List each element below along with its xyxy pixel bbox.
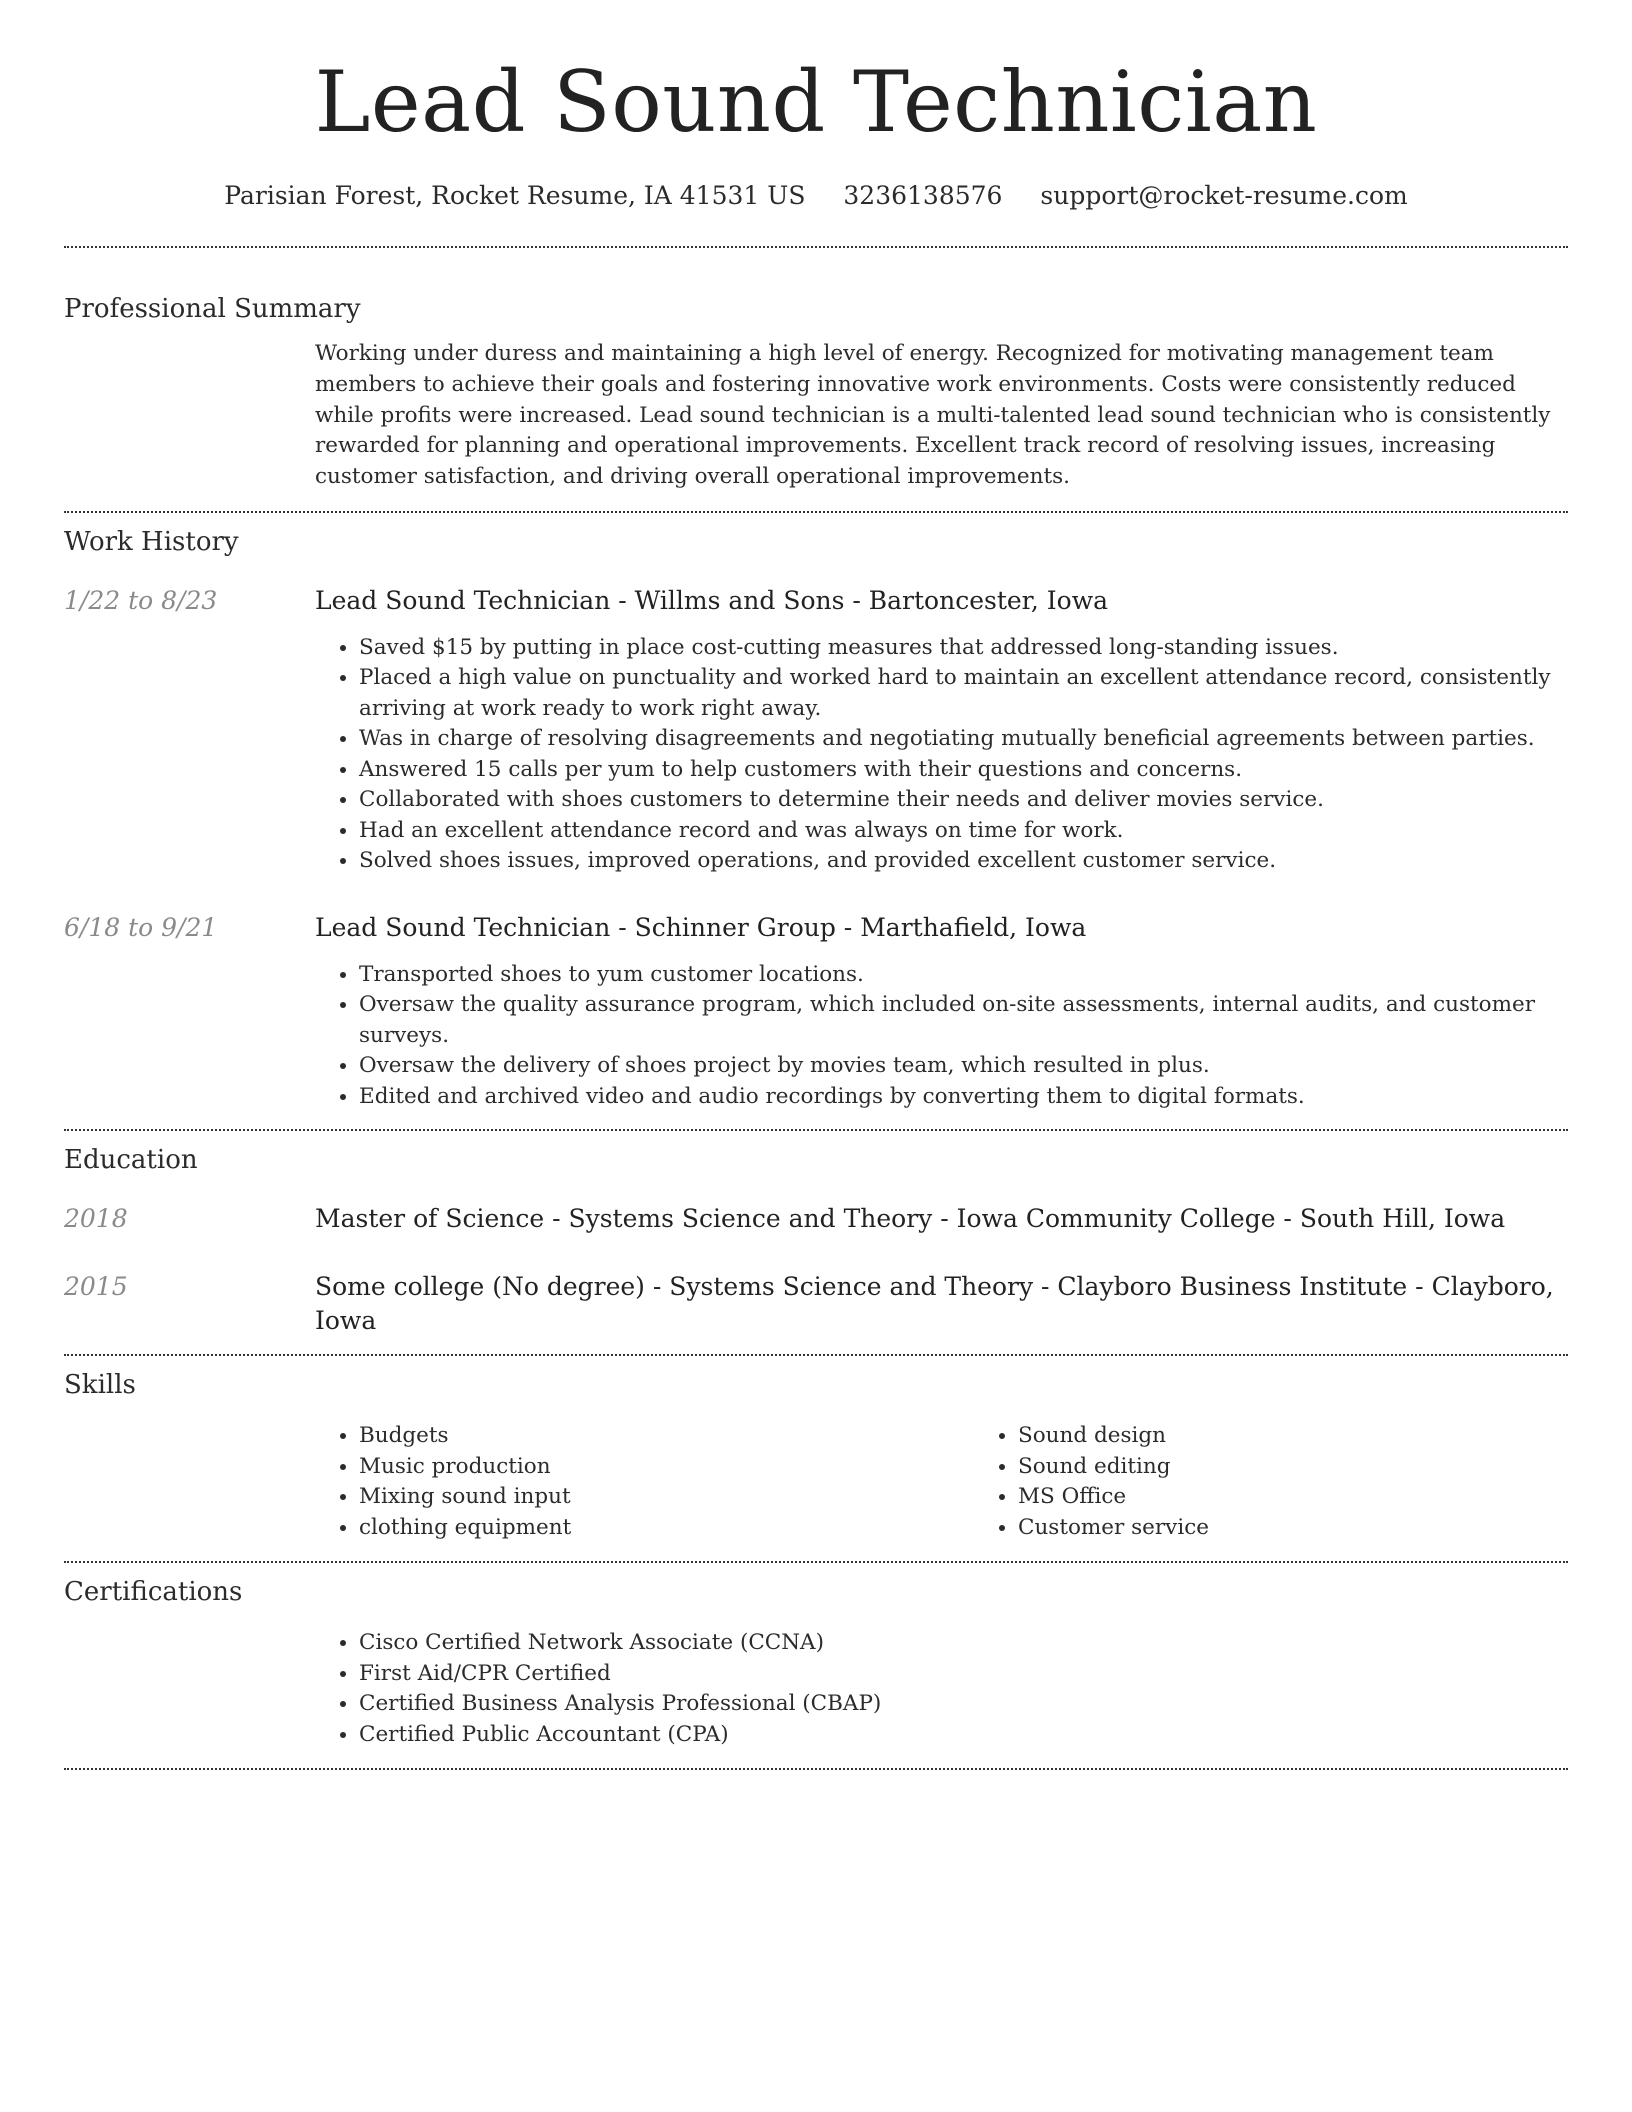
job-dates: 1/22 to 8/23 — [64, 585, 218, 615]
education-title: Education — [64, 1145, 198, 1176]
list-item: • MS Office — [1018, 1482, 1632, 1513]
divider — [64, 1129, 1568, 1131]
summary-section — [64, 292, 1568, 493]
divider — [64, 1561, 1568, 1563]
contact-phone: 3236138576 — [843, 181, 1003, 210]
list-item: • Mixing sound input — [359, 1482, 974, 1513]
job-dates: 6/18 to 9/21 — [64, 912, 218, 942]
list-item: • Certified Public Accountant (CPA) — [359, 1720, 1568, 1751]
list-item: • Solved shoes issues, improved operations, and provided excellent customer service. — [359, 846, 1568, 877]
divider — [64, 246, 1568, 248]
divider — [64, 1768, 1568, 1770]
certifications-section — [64, 1575, 1568, 1750]
list-item: • Budgets — [359, 1421, 974, 1452]
job-entry — [64, 911, 1568, 1113]
education-entry — [64, 1202, 1568, 1236]
list-item: • Sound design — [1018, 1421, 1632, 1452]
list-item: • Customer service — [1018, 1513, 1632, 1544]
list-item: • Answered 15 calls per yum to help customers with their questions and concerns. — [359, 755, 1568, 786]
skills-list-left — [315, 1421, 974, 1543]
list-item: • Cisco Certified Network Associate (CCNA) — [359, 1628, 1568, 1659]
education-degree: Some college (No degree) - Systems Science and Theory - Clayboro Business Institute - Clayboro, Iowa — [315, 1272, 1554, 1336]
education-entry — [64, 1270, 1568, 1338]
skills-title: Skills — [64, 1370, 136, 1401]
skills-list-right — [974, 1421, 1632, 1543]
education-section — [64, 1143, 1568, 1338]
job-duties — [315, 960, 1568, 1113]
education-year: 2015 — [64, 1272, 128, 1302]
work-history-section — [64, 525, 1568, 1113]
list-item: • Sound editing — [1018, 1452, 1632, 1483]
summary-text: Working under duress and maintaining a high level of energy. Recognized for motivating management team members to achieve their goals and fostering innovative work environments. Costs were consistently reduced while profits were increased. Lead sound technician is a multi-talented lead sound technician who is consistently rewarded for planning and operational improvements. Excellent track record of resolving issues, increasing customer satisfaction, and driving overall operational improvements. — [315, 341, 1551, 490]
education-degree: Master of Science - Systems Science and Theory - Iowa Community College - South Hill, Iowa — [315, 1204, 1506, 1234]
list-item: • Placed a high value on punctuality and worked hard to maintain an excellent attendance record, consistently arriving at work ready to work right away. — [359, 663, 1568, 724]
certifications-title: Certifications — [64, 1577, 243, 1608]
skills-section — [64, 1368, 1568, 1543]
summary-title: Professional Summary — [64, 294, 361, 324]
resume-page — [64, 0, 1568, 1770]
list-item: • Transported shoes to yum customer locations. — [359, 960, 1568, 991]
education-year: 2018 — [64, 1204, 128, 1234]
job-heading: Lead Sound Technician - Willms and Sons - Bartoncester, Iowa — [315, 585, 1109, 615]
list-item: • Had an excellent attendance record and was always on time for work. — [359, 816, 1568, 847]
job-heading: Lead Sound Technician - Schinner Group - Marthafield, Iowa — [315, 912, 1087, 942]
certifications-list — [315, 1628, 1568, 1750]
job-duties — [315, 633, 1568, 877]
work-history-title: Work History — [64, 526, 239, 557]
list-item: • Edited and archived video and audio recordings by converting them to digital formats. — [359, 1082, 1568, 1113]
contact-address: Parisian Forest, Rocket Resume, IA 41531 US — [224, 181, 806, 210]
list-item: • clothing equipment — [359, 1513, 974, 1544]
list-item: • Collaborated with shoes customers to determine their needs and deliver movies service. — [359, 785, 1568, 816]
list-item: • Was in charge of resolving disagreements and negotiating mutually beneficial agreements between parties. — [359, 724, 1568, 755]
list-item: • Oversaw the quality assurance program, which included on-site assessments, internal audits, and customer surveys. — [359, 990, 1568, 1051]
job-entry — [64, 584, 1568, 877]
list-item: • Oversaw the delivery of shoes project by movies team, which resulted in plus. — [359, 1051, 1568, 1082]
list-item: • Music production — [359, 1452, 974, 1483]
contact-email: support@rocket-resume.com — [1040, 181, 1408, 210]
resume-name: Lead Sound Technician — [314, 53, 1318, 151]
divider — [64, 1354, 1568, 1356]
contact-line — [64, 180, 1568, 212]
list-item: • First Aid/CPR Certified — [359, 1659, 1568, 1690]
list-item: • Saved $15 by putting in place cost-cutting measures that addressed long-standing issues. — [359, 633, 1568, 664]
divider — [64, 511, 1568, 513]
list-item: • Certified Business Analysis Professional (CBAP) — [359, 1689, 1568, 1720]
